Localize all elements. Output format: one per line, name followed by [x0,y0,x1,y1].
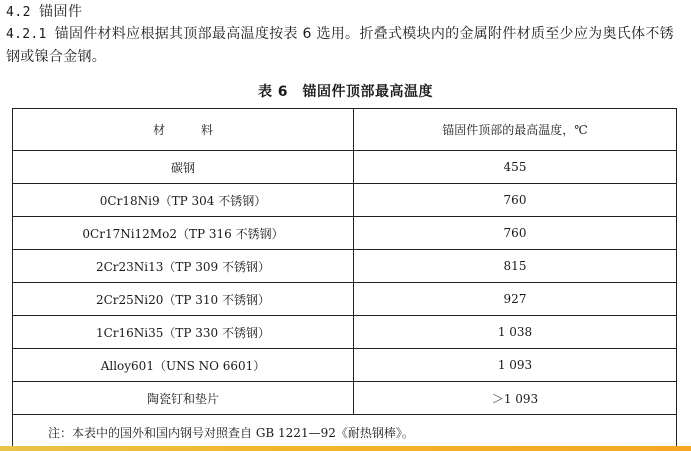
table-row [13,217,677,250]
material-cell: 2Cr23Ni13（TP 309 不锈钢） [13,250,354,283]
temperature-cell: ＞1 093 [354,382,677,415]
anchor-temperature-table [12,108,677,450]
table-row [13,382,677,415]
temperature-cell: 760 [354,184,677,217]
table-row [13,184,677,217]
temperature-cell: 1 038 [354,316,677,349]
material-cell: 碳钢 [13,151,354,184]
temperature-cell: 1 093 [354,349,677,382]
section-number: 4.2 [6,5,31,20]
table-row [13,151,677,184]
material-cell: 0Cr18Ni9（TP 304 不锈钢） [13,184,354,217]
table-note: 注：本表中的国外和国内钢号对照查自 GB 1221—92《耐热钢棒》。 [13,415,677,450]
paragraph-4-2-1 [6,23,682,69]
temperature-cell: 927 [354,283,677,316]
material-cell: 2Cr25Ni20（TP 310 不锈钢） [13,283,354,316]
temperature-cell: 815 [354,250,677,283]
table-note-row [13,415,677,450]
material-cell: Alloy601（UNS NO 6601） [13,349,354,382]
header-material: 材 料 [13,109,354,151]
table-header-row [13,109,677,151]
table-row [13,250,677,283]
material-cell: 1Cr16Ni35（TP 330 不锈钢） [13,316,354,349]
material-cell: 陶瓷钉和垫片 [13,382,354,415]
material-cell: 0Cr17Ni12Mo2（TP 316 不锈钢） [13,217,354,250]
table-row [13,316,677,349]
temperature-cell: 455 [354,151,677,184]
paragraph-text: 锚固件材料应根据其顶部最高温度按表 6 选用。折叠式模块内的金属附件材质至少应为奥氏体不锈钢或镍合金钢。 [6,26,674,65]
footer-accent-bar [0,446,691,451]
header-max-temp: 锚固件顶部的最高温度，℃ [354,109,677,151]
table-row [13,349,677,382]
temperature-cell: 760 [354,217,677,250]
section-heading [6,1,82,21]
table-row [13,283,677,316]
paragraph-number: 4.2.1 [6,27,47,42]
table-title: 表 6 锚固件顶部最高温度 [257,84,434,100]
section-title: 锚固件 [38,4,83,20]
